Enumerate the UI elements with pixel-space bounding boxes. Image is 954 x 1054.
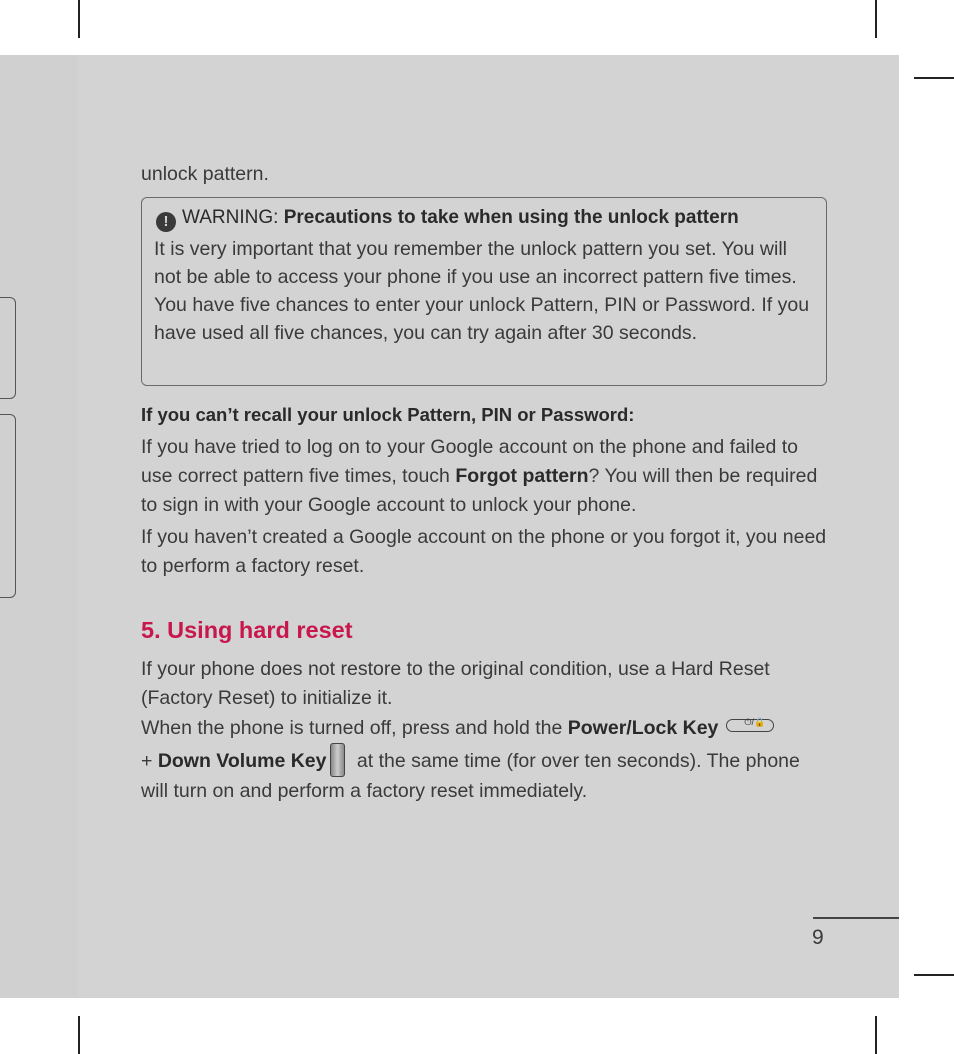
crop-mark [875,1016,877,1054]
warning-box [141,197,827,386]
recall-text: If you have tried to log on to your Google account on the phone and failed to use correct pattern five times, touch [141,436,798,487]
exclamation-icon: ! [156,212,176,232]
warning-label: WARNING [182,207,274,228]
crop-mark [914,974,954,976]
page-number-rule [813,917,899,919]
section-heading: 5. Using hard reset [141,617,353,643]
hard-reset-instructions [141,714,831,806]
warning-colon: : [273,207,279,228]
section-tab [0,414,16,598]
hard-reset-paragraph: If your phone does not restore to the original condition, use a Hard Reset (Factory Reset) to initialize it. [141,658,770,709]
recall-text: ? You will then be required to sign in with your Google account to unlock your phone. [141,465,818,516]
instruction-text: at the same time (for over ten seconds). The phone will turn on and perform a factory reset immediately. [141,750,800,802]
crop-mark [78,0,80,38]
down-volume-key-label: Down Volume Key [157,750,327,772]
instruction-text: + [141,750,158,772]
warning-title: Precautions to take when using the unlock pattern [283,207,739,228]
power-lock-key-label: Power/Lock Key [567,717,719,739]
recall-paragraph [141,433,831,520]
section-tab [0,297,16,399]
power-lock-key-icon: ⏻/🔒 [726,719,774,732]
crop-mark [914,77,954,79]
page-number: 9 [812,926,824,949]
instruction-text: When the phone is turned off, press and hold the [141,717,568,739]
volume-down-key-icon [330,743,345,777]
warning-body: It is very important that you remember the unlock pattern you set. You will not be able to access your phone if you use an incorrect pattern five times. You have five chances to enter your unlock Pattern, PIN or Password. If you have used all five chances, you can try again after 30 seconds. [154,238,810,344]
warning-header [156,204,739,232]
crop-mark [78,1016,80,1054]
recall-heading: If you can’t recall your unlock Pattern, PIN or Password: [141,404,635,425]
factory-reset-paragraph: If you haven’t created a Google account on the phone or you forgot it, you need to perform a factory reset. [141,526,827,577]
crop-mark [875,0,877,38]
forgot-pattern-label: Forgot pattern [455,465,589,487]
intro-text: unlock pattern. [141,163,269,185]
